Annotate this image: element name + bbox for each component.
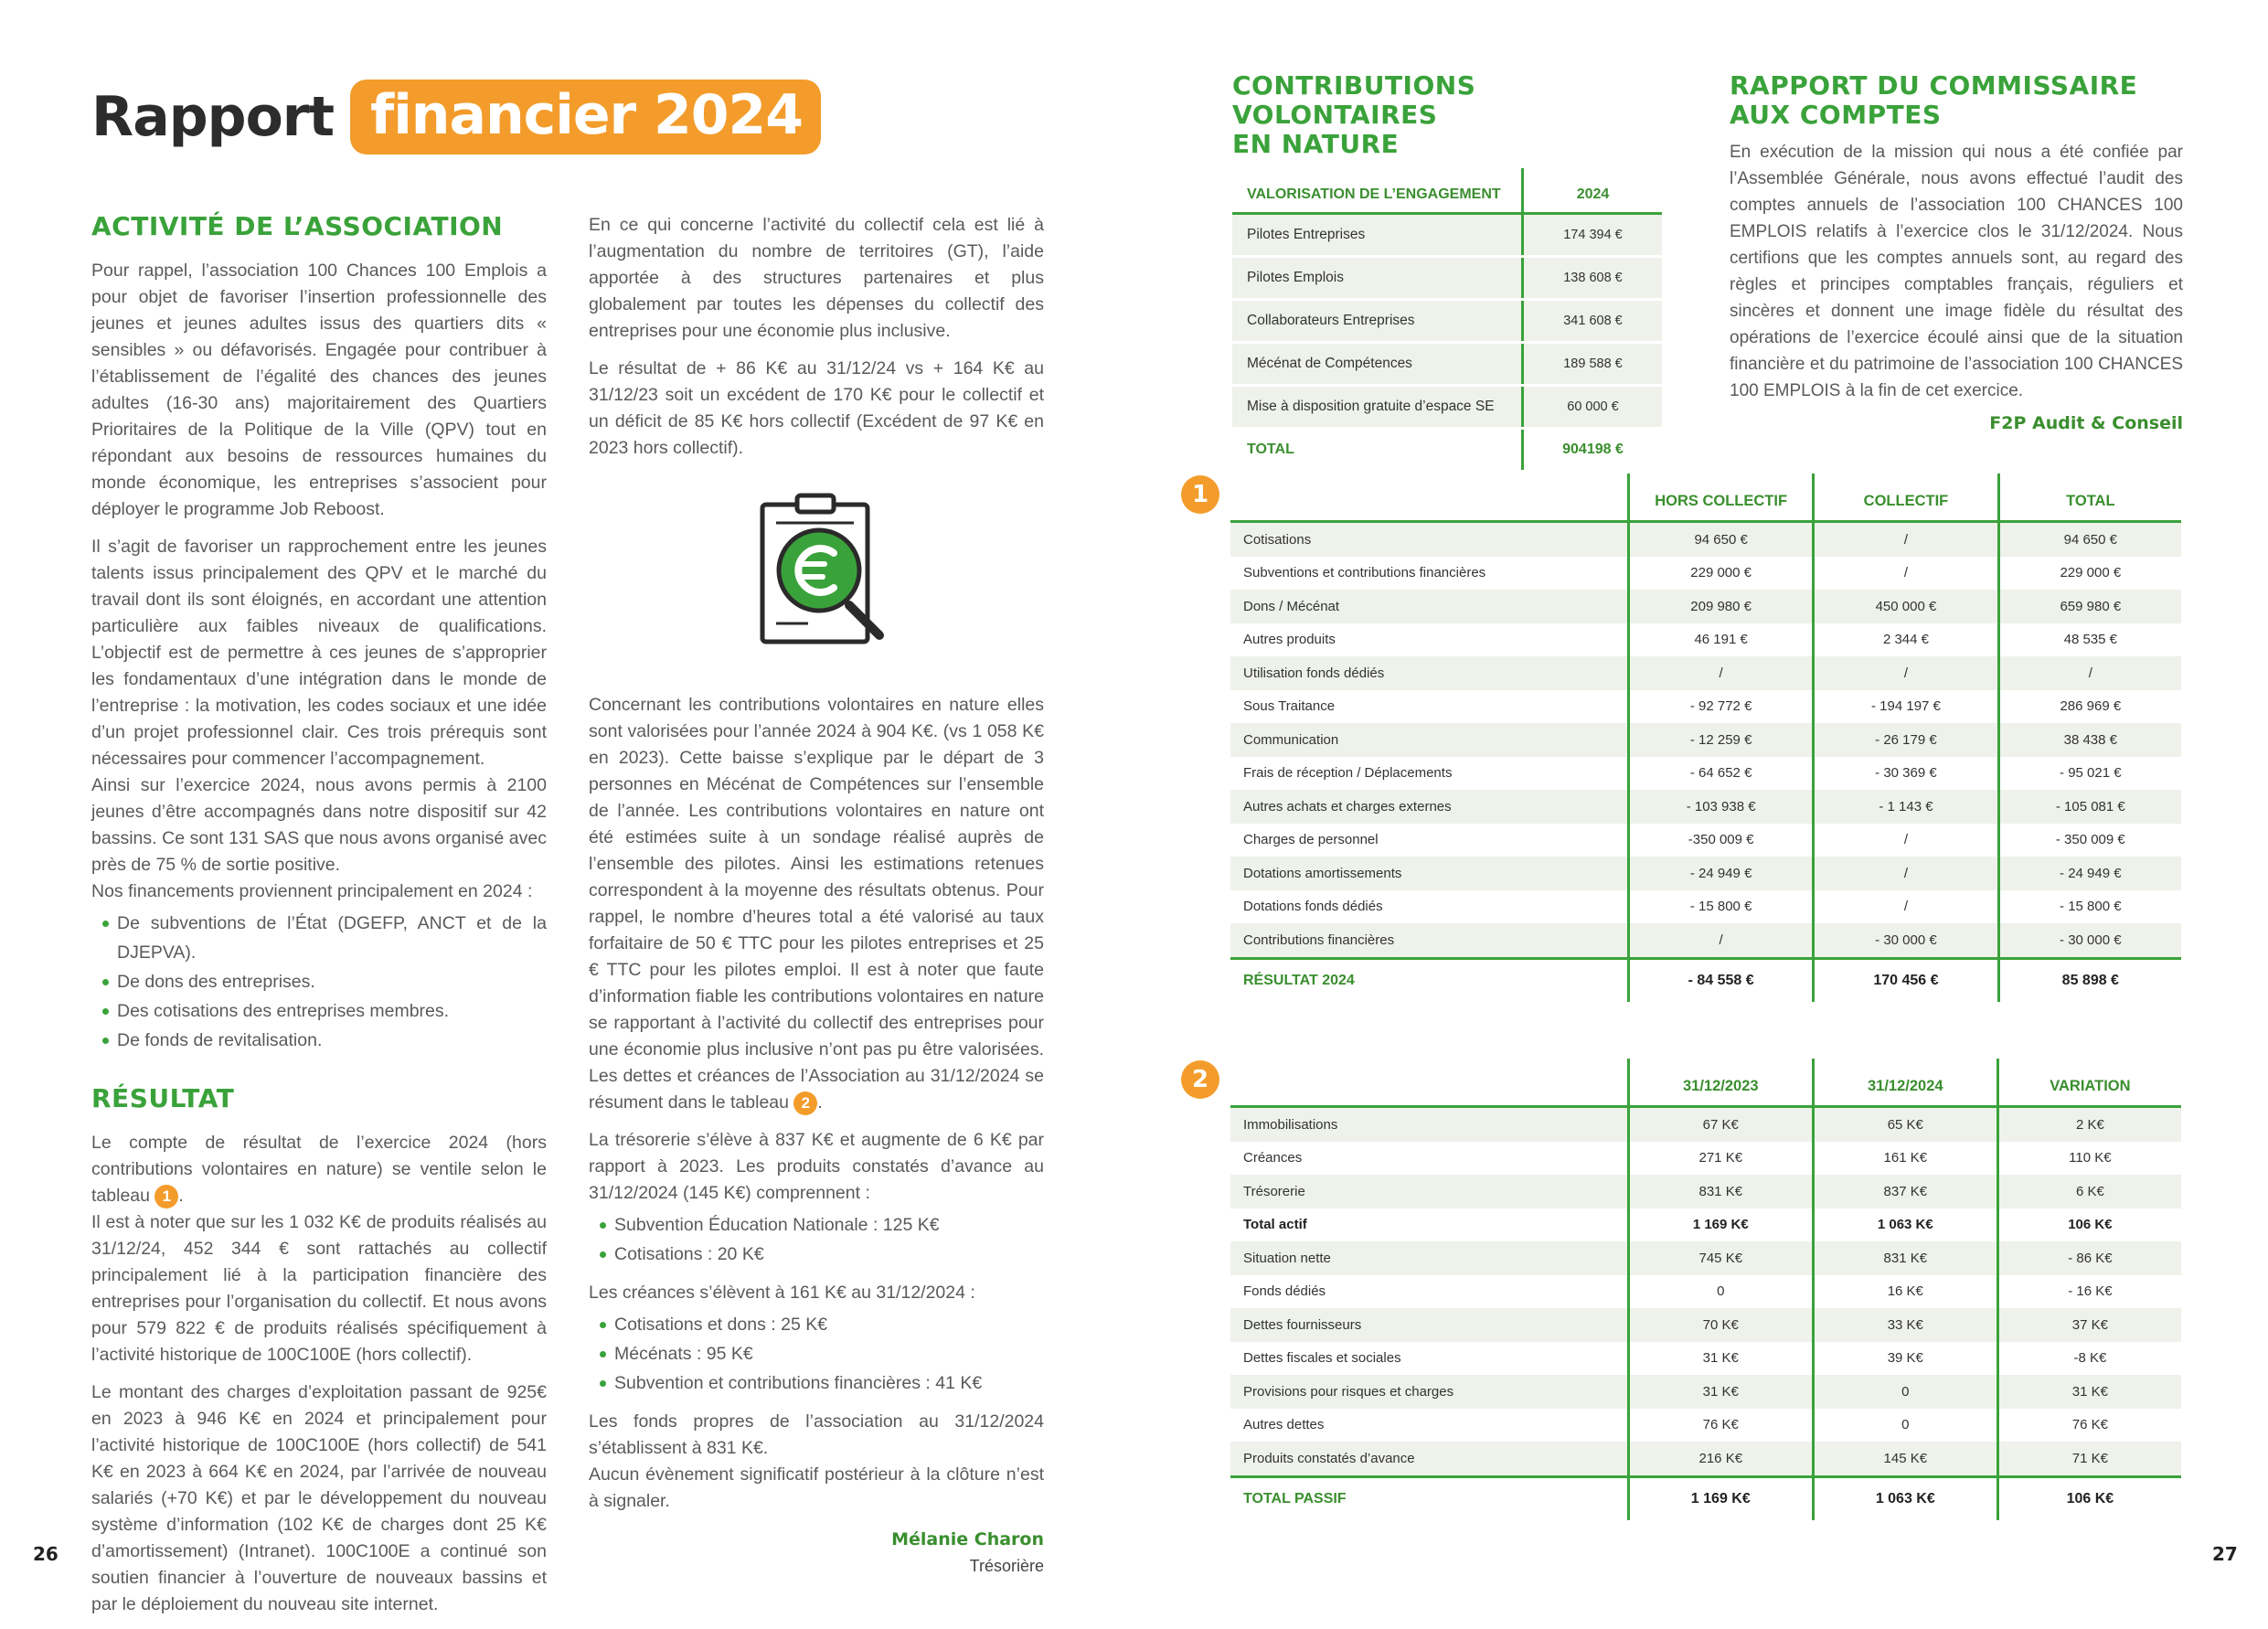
row-value: / [1814,890,1998,924]
row-value: 39 K€ [1813,1342,1997,1376]
row-value: - 30 369 € [1814,757,1998,791]
resultat-table [1230,474,2181,1002]
col2-p6: Les fonds propres de l’association au 31/12/2024 s’établissent à 831 K€. [589,1411,1044,1458]
commissaire-signature: F2P Audit & Conseil [1989,413,2183,433]
col2-text-bottom [589,692,1044,1515]
row-label: Produits constatés d’avance [1230,1442,1628,1476]
row-label: Pilotes Emplois [1232,257,1523,300]
row-value: / [1814,557,1998,591]
t1-header: COLLECTIF [1814,474,1998,522]
activite-text [91,258,547,1055]
row-value: - 16 K€ [1997,1275,2181,1309]
table-2-badge: 2 [1181,1060,1219,1099]
commissaire-heading-line2: AUX COMPTES [1730,100,1942,130]
row-value: - 24 949 € [1628,857,1813,890]
row-value: 33 K€ [1813,1308,1997,1342]
list-item: De subventions de l’État (DGEFP, ANCT et de la DJEPVA). [117,909,547,967]
row-value: 0 [1813,1409,1997,1443]
row-value: 106 K€ [1997,1208,2181,1242]
table-row [1230,1409,2181,1443]
signature-role: Trésorière [969,1557,1044,1575]
creances-list [589,1310,1044,1398]
resultat-p3: Le montant des charges d’exploitation passant de 925€ en 2023 à 946 K€ en 2024 et principalement pour l’activité historique de 100C100E (hors collectif) de 541 K€ en 2023 à 664 K€ en 2024, par l’arrivée de nouveau salariés (+70 K€) et par le développement du nouveau système d’information (102 K€ de charges dont 25 K€ d’amortissement) (Intranet). 100C100E a continué son soutien financier à l’ouverture de nouveaux bassins et par le déploiement du nouveau site internet. [91,1382,547,1614]
row-value: 286 969 € [1998,690,2181,724]
row-label: Trésorerie [1230,1175,1628,1208]
row-value: 1 169 K€ [1628,1208,1813,1242]
row-label: Immobilisations [1230,1107,1628,1142]
t2-total-value: 106 K€ [1997,1476,2181,1520]
row-value: - 26 179 € [1814,723,1998,757]
row-value: 1 063 K€ [1813,1208,1997,1242]
resultat-text [91,1130,547,1618]
table-row [1230,890,2181,924]
row-value: - 30 000 € [1998,923,2181,958]
row-label: Utilisation fonds dédiés [1230,656,1628,690]
table-row [1232,343,1662,386]
produits-avance-list [589,1210,1044,1269]
row-value: - 30 000 € [1814,923,1998,958]
table-ref-1: 1 [154,1185,178,1208]
t1-total-label: RÉSULTAT 2024 [1243,972,1355,988]
page-title [91,79,821,155]
row-value: 6 K€ [1997,1175,2181,1208]
activite-p4: Nos financements proviennent principalement en 2024 : [91,881,533,901]
row-value: 76 K€ [1628,1409,1813,1443]
table-row [1230,923,2181,958]
row-value: / [1814,857,1998,890]
contributions-section [1232,71,1689,470]
t2-header: 31/12/2024 [1813,1059,1997,1107]
row-value: 174 394 € [1523,214,1663,257]
row-label: Provisions pour risques et charges [1230,1375,1628,1409]
table-row [1230,590,2181,623]
total-row [1230,958,2181,1002]
row-value: 229 000 € [1628,557,1813,591]
row-value: - 15 800 € [1998,890,2181,924]
list-item: Subvention Éducation Nationale : 125 K€ [614,1210,1044,1240]
row-value: 745 K€ [1628,1241,1813,1275]
col2-p5: Les créances s’élèvent à 161 K€ au 31/12/2024 : [589,1283,975,1303]
row-value: 138 608 € [1523,257,1663,300]
table-row [1232,386,1662,429]
row-value: / [1814,824,1998,857]
row-value: 659 980 € [1998,590,2181,623]
list-item: Subvention et contributions financières : 41 K€ [614,1368,1044,1398]
row-value: / [1628,923,1813,958]
row-value: 31 K€ [1997,1375,2181,1409]
total-row [1232,429,1662,471]
activite-p1: Pour rappel, l’association 100 Chances 100 Emplois a pour objet de favoriser l’insertion professionnelle des jeunes et jeunes adultes issus des quartiers dits « sensibles » ou défavorisés. Engagée pour contribuer à l’établissement de l’égalité des chances des jeunes adultes (16-30 ans) majoritairement des Quartiers Prioritaires de la Politique de la Ville (QPV) tout en répondant aux besoins de ressources humaines du monde économique, les entreprises s’associent pour déployer le programme Job Reboost. [91,261,547,519]
commissaire-heading-line1: RAPPORT DU COMMISSAIRE [1730,70,2138,101]
total-value: 904198 € [1523,429,1663,471]
table-row [1230,623,2181,657]
row-value: 229 000 € [1998,557,2181,591]
table-row [1230,757,2181,791]
row-label: Dettes fiscales et sociales [1243,1350,1401,1367]
list-item: De fonds de revitalisation. [117,1026,547,1055]
row-value: - 105 081 € [1998,790,2181,824]
row-value: 94 650 € [1998,522,2181,557]
table-row [1230,1342,2181,1376]
row-label: Dotations fonds dédiés [1243,899,1383,915]
table-row [1230,824,2181,857]
t2-header: 31/12/2023 [1628,1059,1813,1107]
row-value: - 86 K€ [1997,1241,2181,1275]
row-label: Fonds dédiés [1243,1283,1326,1300]
col2-p1: En ce qui concerne l’activité du collectif cela est lié à l’augmentation du nombre de territoires (GT), l’aide apportée à des structures partenaires et plus globalement par toutes les dépenses du collectif des entreprises pour une économie plus inclusive. [589,215,1044,341]
row-label: Frais de réception / Déplacements [1243,765,1453,782]
table-row [1230,723,2181,757]
page-number-left: 26 [33,1543,59,1565]
bilan-table [1230,1059,2181,1520]
title-part1: Rapport [91,85,335,149]
activite-p3: Ainsi sur l’exercice 2024, nous avons permis à 2100 jeunes d’être accompagnés dans notre dispositif sur 42 bassins. Ce sont 131 SAS que nous avons organisé avec près de 75 % de sortie positive. [91,775,547,875]
table-row [1230,1208,2181,1242]
row-value: 37 K€ [1997,1308,2181,1342]
table-1-badge: 1 [1181,475,1219,514]
table-row [1230,557,2181,591]
contrib-col-header: VALORISATION DE L’ENGAGEMENT [1232,168,1523,214]
row-label: Autres achats et charges externes [1230,790,1628,824]
row-value: 2 K€ [1997,1107,2181,1142]
row-value: 110 K€ [1997,1142,2181,1176]
row-label: Mise à disposition gratuite d’espace SE [1232,386,1523,429]
row-value: / [1814,656,1998,690]
row-value: - 95 021 € [1998,757,2181,791]
col2-p3 [589,692,1044,1116]
col2-text-top [589,212,1044,462]
row-value: 94 650 € [1628,522,1813,557]
row-value: - 64 652 € [1628,757,1813,791]
row-label: Autres produits [1243,632,1336,648]
total-row [1230,1476,2181,1520]
list-item: Mécénats : 95 K€ [614,1339,1044,1368]
col2-p3-end: . [817,1092,823,1113]
row-value: 0 [1813,1375,1997,1409]
column-left [91,212,547,1629]
signature-name: Mélanie Charon [891,1529,1044,1549]
table-row [1230,690,2181,724]
row-value: 31 K€ [1628,1342,1813,1376]
row-value: - 24 949 € [1998,857,2181,890]
total-label: TOTAL [1247,442,1294,457]
row-value: 60 000 € [1523,386,1663,429]
row-label: Collaborateurs Entreprises [1232,300,1523,343]
table-ref-2: 2 [793,1091,817,1115]
row-label: Contributions financières [1230,923,1628,958]
row-value: 38 438 € [1998,723,2181,757]
row-value: 70 K€ [1628,1308,1813,1342]
row-value: 145 K€ [1813,1442,1997,1476]
table-row [1232,214,1662,257]
table-row [1230,656,2181,690]
table-row [1230,1142,2181,1176]
row-value: 271 K€ [1628,1142,1813,1176]
t1-header [1230,474,1628,522]
t1-header: HORS COLLECTIF [1628,474,1813,522]
row-value: 189 588 € [1523,343,1663,386]
resultat-p2: Il est à noter que sur les 1 032 K€ de produits réalisés au 31/12/24, 452 344 € sont rattachés au collectif principalement lié à la participation financière des entreprises pour l’organisation du collectif. Et nous avons pour 579 822 € de produits réalisés spécifiquement à l’activité historique de 100C100E (hors collectif). [91,1212,547,1365]
list-item: Cotisations et dons : 25 K€ [614,1310,1044,1339]
row-value: 71 K€ [1997,1442,2181,1476]
activite-p2: Il s’agit de favoriser un rapprochement entre les jeunes talents issus principalement des QPV et le marché du travail dont ils sont éloignés, en accordant une attention particulière aux faibles niveaux de qualifications. L’objectif est de permettre à ces jeunes de s’approprier les fondamentaux d’une intégration dans le monde de l’entreprise : la motivation, les codes sociaux et une idée d’un projet professionnel clair. Ces trois prérequis sont nécessaires pour commencer l’accompagnement. [91,537,547,769]
row-label: Dettes fournisseurs [1230,1308,1628,1342]
column-middle [589,212,1044,1579]
resultat-p1-text: Le compte de résultat de l’exercice 2024 (hors contributions volontaires en nature) se ventile selon le tableau [91,1133,547,1206]
row-value: - 103 938 € [1628,790,1813,824]
col2-p4: La trésorerie s’élève à 837 K€ et augmente de 6 K€ par rapport à 2023. Les produits constatés d’avance au 31/12/2024 (145 K€) comprennent : [589,1130,1044,1203]
table-row [1230,1275,2181,1309]
row-value: 31 K€ [1628,1375,1813,1409]
row-value: - 350 009 € [1998,824,2181,857]
table-row [1232,257,1662,300]
t1-body [1230,522,2181,959]
t2-body [1230,1107,2181,1477]
contributions-table [1232,168,1662,470]
t2-total-label: TOTAL PASSIF [1243,1490,1347,1507]
row-label: Cotisations [1230,522,1628,557]
row-value: 831 K€ [1813,1241,1997,1275]
row-label: Autres dettes [1243,1417,1325,1433]
page-number-right: 27 [2212,1543,2238,1565]
table-row [1230,1241,2181,1275]
contrib-col-header: 2024 [1523,168,1663,214]
table-row [1230,857,2181,890]
row-label: Total actif [1243,1217,1307,1233]
clipboard-euro-magnifier-icon [589,473,1044,692]
t1-total-value: - 84 558 € [1628,958,1813,1002]
t2-header: VARIATION [1997,1059,2181,1107]
row-label: Créances [1243,1150,1303,1166]
row-value: - 1 143 € [1814,790,1998,824]
row-value: 209 980 € [1628,590,1813,623]
list-item: De dons des entreprises. [117,967,547,996]
row-label: Charges de personnel [1243,832,1379,848]
tresoriere-signature [589,1526,1044,1579]
row-label: Sous Traitance [1243,698,1336,715]
row-value: - 194 197 € [1814,690,1998,724]
activite-heading: ACTIVITÉ DE L’ASSOCIATION [91,211,504,241]
financements-list [91,909,547,1055]
row-value: -8 K€ [1997,1342,2181,1376]
table-row [1230,1375,2181,1409]
row-label: Situation nette [1230,1241,1628,1275]
row-value: 67 K€ [1628,1107,1813,1142]
row-label: Subventions et contributions financières [1243,565,1486,581]
commissaire-text: En exécution de la mission qui nous a été confiée par l’Assemblée Générale, nous avons effectué l’audit des comptes annuels de l’association 100 CHANCES 100 EMPLOIS relatifs à l’exercice clos le 31/12/2024. Nous certifions que les comptes annuels sont, au regard des règles et principes comptables français, réguliers et sincères et donnent une image fidèle du résultat des opérations de l’exercice écoulé ainsi que de la situation financière et du patrimoine de l’association 100 CHANCES 100 EMPLOIS à la fin de cet exercice. [1730,143,2183,400]
row-value: 450 000 € [1814,590,1998,623]
t2-header [1230,1059,1628,1107]
row-value: - 92 772 € [1628,690,1813,724]
t1-header: TOTAL [1998,474,2181,522]
resultat-p1 [91,1130,547,1209]
row-value: 48 535 € [1998,623,2181,657]
contributions-heading-line1: CONTRIBUTIONS VOLONTAIRES [1232,70,1476,130]
row-value: 837 K€ [1813,1175,1997,1208]
row-value: 46 191 € [1628,623,1813,657]
t2-total-value: 1 169 K€ [1628,1476,1813,1520]
row-value: 216 K€ [1628,1442,1813,1476]
row-label: Dons / Mécénat [1230,590,1628,623]
contributions-heading-line2: EN NATURE [1232,129,1400,159]
row-value: / [1814,522,1998,557]
row-label: Dotations amortissements [1230,857,1628,890]
title-part2: financier 2024 [350,80,821,154]
resultat-heading: RÉSULTAT [91,1083,235,1113]
list-item: Cotisations : 20 K€ [614,1240,1044,1269]
row-value: - 15 800 € [1628,890,1813,924]
row-value: / [1628,656,1813,690]
row-value: 2 344 € [1814,623,1998,657]
table-row [1230,1175,2181,1208]
row-value: 76 K€ [1997,1409,2181,1443]
row-value: / [1998,656,2181,690]
list-item: Des cotisations des entreprises membres. [117,996,547,1026]
table-row [1230,790,2181,824]
col2-p3-text: Concernant les contributions volontaires en nature elles sont valorisées pour l’année 2024 à 904 K€. (vs 1 058 K€ en 2023). Cette baisse s’explique par le départ de 3 personnes en Mécénat de Compétences sur l’ensemble de l’année. Les contributions volontaires en nature ont été estimées suite à un sondage réalisé auprès de l’ensemble des pilotes. Ainsi les estimations retenues correspondent à la moyenne des résultats obtenus. Pour rappel, le nombre d’heures total a été valorisé au taux forfaitaire de 50 € TTC pour les pilotes entreprises et 25 € TTC pour les pilotes emploi. Il est à noter que faute d’information fiable les contributions volontaires en nature se rapportant à l’activité du collectif des entreprises pour une économie plus inclusive n’ont pas pu être valorisées. Les dettes et créances de l’Association au 31/12/2024 se résument dans le tableau [589,695,1044,1113]
commissaire-section [1730,71,2183,433]
row-value: 341 608 € [1523,300,1663,343]
table-row [1230,1308,2181,1342]
table-row [1232,300,1662,343]
table-row [1230,1442,2181,1476]
resultat-p1-end: . [178,1186,184,1206]
row-value: -350 009 € [1628,824,1813,857]
table-row [1230,1107,2181,1142]
row-value: 65 K€ [1813,1107,1997,1142]
row-value: 161 K€ [1813,1142,1997,1176]
row-label: Pilotes Entreprises [1232,214,1523,257]
t2-total-value: 1 063 K€ [1813,1476,1997,1520]
t1-total-value: 170 456 € [1814,958,1998,1002]
row-value: - 12 259 € [1628,723,1813,757]
row-value: 0 [1628,1275,1813,1309]
col2-p2: Le résultat de + 86 K€ au 31/12/24 vs + 164 K€ au 31/12/23 soit un excédent de 170 K€ pour le collectif et un déficit de 85 K€ hors collectif (Excédent de 97 K€ en 2023 hors collectif). [589,358,1044,458]
row-label: Communication [1230,723,1628,757]
table-row [1230,522,2181,557]
row-label: Mécénat de Compétences [1232,343,1523,386]
t1-total-value: 85 898 € [1998,958,2181,1002]
row-value: 831 K€ [1628,1175,1813,1208]
col2-p7: Aucun évènement significatif postérieur à la clôture n’est à signaler. [589,1464,1044,1511]
row-value: 16 K€ [1813,1275,1997,1309]
